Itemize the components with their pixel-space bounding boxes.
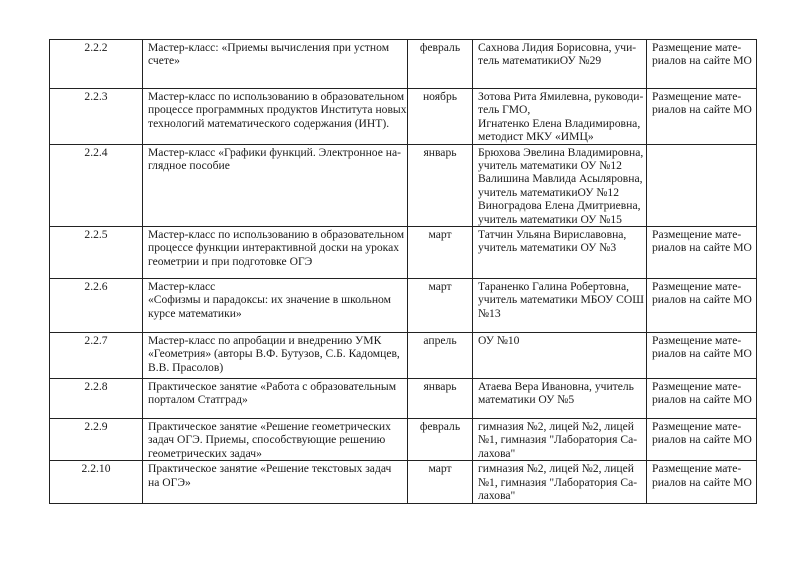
table-row xyxy=(50,89,757,145)
result-form-line: риалов на сайте МО xyxy=(652,393,752,407)
event-title xyxy=(143,279,408,333)
event-title-line: Практическое занятие «Работа с образовательным xyxy=(148,380,397,394)
result-form-line: риалов на сайте МО xyxy=(652,54,752,68)
responsible-line: Игнатенко Елена Владимировна, xyxy=(478,116,641,130)
event-result-form xyxy=(647,279,757,333)
responsible-line: Атаева Вера Ивановна, учитель xyxy=(478,380,634,394)
responsible-line: Татчин Ульяна Вирислaвовна, xyxy=(478,228,627,242)
event-title-line: Практическое занятие «Решение геометрических xyxy=(148,420,391,434)
item-number: 2.2.2 xyxy=(50,40,143,89)
item-number: 2.2.9 xyxy=(50,419,143,461)
event-title-line: Мастер-класс по использованию в образовательном xyxy=(148,228,405,242)
responsible-line: учитель математики ОУ №3 xyxy=(478,241,617,255)
result-form-line: риалов на сайте МО xyxy=(652,433,752,447)
table-row xyxy=(50,419,757,461)
responsible-line: Виноградова Елена Дмитриевна, xyxy=(478,199,641,213)
event-title-line: Мастер-класс «Графики функций. Электронное на- xyxy=(148,145,401,159)
table-row xyxy=(50,144,757,226)
event-responsible xyxy=(473,333,647,379)
event-title-line: курсе математики» xyxy=(148,306,242,320)
event-title-line: задач ОГЭ. Приемы, способствующие решению xyxy=(148,433,386,447)
result-form-line: риалов на сайте МО xyxy=(652,475,752,489)
responsible-line: тель математикиОУ №29 xyxy=(478,54,602,68)
event-result-form xyxy=(647,40,757,89)
table-row xyxy=(50,40,757,89)
responsible-line: ОУ №10 xyxy=(478,334,520,348)
responsible-line: лахова" xyxy=(478,446,516,460)
event-responsible xyxy=(473,40,647,89)
event-result-form xyxy=(647,227,757,279)
event-result-form xyxy=(647,379,757,419)
result-form-line: Размещение мате- xyxy=(652,280,742,294)
event-title-line: «Софизмы и парадоксы: их значение в школьном xyxy=(148,293,391,307)
event-result-form xyxy=(647,89,757,145)
responsible-line: Сахнова Лидия Борисовна, учи- xyxy=(478,41,637,54)
responsible-line: учитель математики ОУ №12 xyxy=(478,159,622,173)
item-number: 2.2.6 xyxy=(50,279,143,333)
responsible-line: математики ОУ №5 xyxy=(478,393,575,407)
event-title xyxy=(143,333,408,379)
responsible-line: учитель математики МБОУ СОШ xyxy=(478,293,644,307)
event-title-line: «Геометрия» (авторы В.Ф. Бутузов, С.Б. Кадомцев, xyxy=(148,347,400,361)
event-title-line: глядное пособие xyxy=(148,159,230,173)
event-title-line: процессе программных продуктов Института новых xyxy=(148,103,407,117)
event-title xyxy=(143,379,408,419)
result-form-line: Размещение мате- xyxy=(652,90,742,103)
event-responsible xyxy=(473,461,647,503)
event-result-form xyxy=(647,419,757,461)
table-row xyxy=(50,379,757,419)
result-form-line: Размещение мате- xyxy=(652,41,742,54)
responsible-line: лахова" xyxy=(478,489,516,503)
item-number: 2.2.10 xyxy=(50,461,143,503)
event-month: февраль xyxy=(408,40,473,89)
event-title-line: Мастер-класс xyxy=(148,280,216,294)
result-form-line: Размещение мате- xyxy=(652,380,742,394)
responsible-line: №1, гимназия "Лаборатория Са- xyxy=(478,475,638,489)
result-form-line: риалов на сайте МО xyxy=(652,347,752,361)
responsible-line: Валишина Мавлида Асыляровна, xyxy=(478,172,643,186)
responsible-line: Брюхова Эвелина Владимировна, xyxy=(478,145,644,159)
responsible-line: учитель математикиОУ №12 xyxy=(478,185,620,199)
responsible-line: Тараненко Галина Робертовна, xyxy=(478,280,630,294)
event-responsible xyxy=(473,144,647,226)
event-title-line: Мастер-класс: «Приемы вычисления при устном xyxy=(148,41,390,54)
event-title xyxy=(143,227,408,279)
responsible-line: гимназия №2, лицей №2, лицей xyxy=(478,420,634,434)
result-form-line: риалов на сайте МО xyxy=(652,293,752,307)
event-result-form xyxy=(647,461,757,503)
event-title-line: процессе функции интерактивной доски на уроках xyxy=(148,241,400,255)
responsible-line: учитель математики ОУ №15 xyxy=(478,212,622,226)
table-row xyxy=(50,333,757,379)
event-title xyxy=(143,40,408,89)
result-form-line: риалов на сайте МО xyxy=(652,103,752,117)
responsible-line: №1, гимназия "Лаборатория Са- xyxy=(478,433,638,447)
event-responsible xyxy=(473,89,647,145)
responsible-line: гимназия №2, лицей №2, лицей xyxy=(478,462,634,476)
event-result-form xyxy=(647,144,757,226)
event-month: март xyxy=(408,279,473,333)
item-number: 2.2.7 xyxy=(50,333,143,379)
event-title-line: технологий математического содержания (ИНТ). xyxy=(148,116,390,130)
event-title-line: геометрических задач» xyxy=(148,446,262,460)
events-table xyxy=(49,39,757,504)
event-month: ноябрь xyxy=(408,89,473,145)
event-title-line: Практическое занятие «Решение текстовых задач xyxy=(148,462,392,476)
event-result-form xyxy=(647,333,757,379)
item-number: 2.2.4 xyxy=(50,144,143,226)
result-form-line: Размещение мате- xyxy=(652,228,742,242)
responsible-line: Зотова Рита Ямилевна, руководи- xyxy=(478,90,644,103)
item-number: 2.2.8 xyxy=(50,379,143,419)
event-title-line: Мастер-класс по апробации и внедрению УМК xyxy=(148,334,382,348)
event-title-line: Мастер-класс по использованию в образовательном xyxy=(148,90,405,103)
result-form-line: Размещение мате- xyxy=(652,420,742,434)
result-form-line: Размещение мате- xyxy=(652,334,742,348)
table-row xyxy=(50,279,757,333)
event-title-line: порталом Статград» xyxy=(148,393,248,407)
event-responsible xyxy=(473,379,647,419)
event-month: апрель xyxy=(408,333,473,379)
event-title-line: счете» xyxy=(148,54,180,68)
event-month: январь xyxy=(408,379,473,419)
event-month: январь xyxy=(408,144,473,226)
responsible-line: методист МКУ «ИМЦ» xyxy=(478,130,594,144)
item-number: 2.2.3 xyxy=(50,89,143,145)
event-responsible xyxy=(473,279,647,333)
responsible-line: №13 xyxy=(478,306,501,320)
event-title-line: геометрии и при подготовке ОГЭ xyxy=(148,254,313,268)
table-row xyxy=(50,227,757,279)
event-month: март xyxy=(408,461,473,503)
event-title xyxy=(143,461,408,503)
events-table-body xyxy=(50,40,757,504)
event-responsible xyxy=(473,227,647,279)
event-title xyxy=(143,419,408,461)
event-month: март xyxy=(408,227,473,279)
event-title xyxy=(143,89,408,145)
item-number: 2.2.5 xyxy=(50,227,143,279)
responsible-line: тель ГМО, xyxy=(478,103,531,117)
table-row xyxy=(50,461,757,503)
result-form-line: риалов на сайте МО xyxy=(652,241,752,255)
event-responsible xyxy=(473,419,647,461)
event-month: февраль xyxy=(408,419,473,461)
event-title-line: на ОГЭ» xyxy=(148,475,191,489)
result-form-line: Размещение мате- xyxy=(652,462,742,476)
event-title xyxy=(143,144,408,226)
event-title-line: В.В. Прасолов) xyxy=(148,360,224,374)
